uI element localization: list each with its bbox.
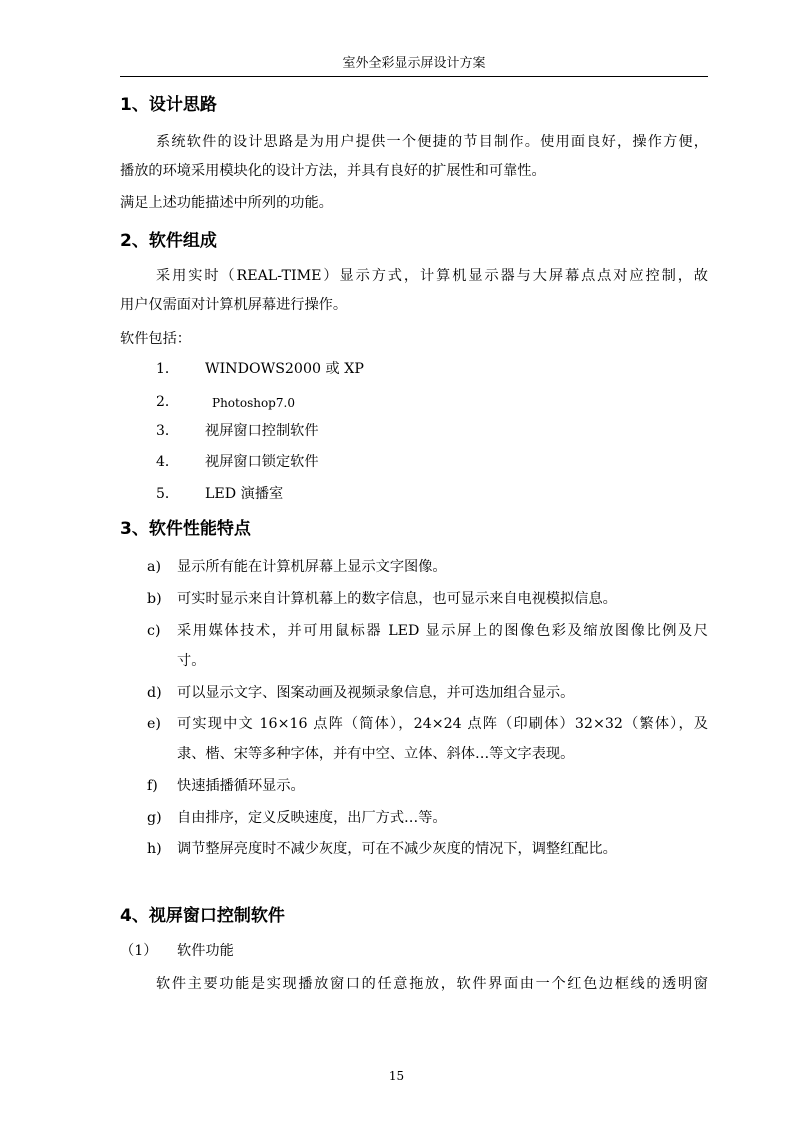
section-1-para-line-3: 满足上述功能描述中所列的功能。 bbox=[120, 195, 333, 211]
feature-marker: g) bbox=[147, 810, 162, 826]
feature-marker: f) bbox=[147, 778, 158, 794]
feature-text: 调节整屏亮度时不减少灰度，可在不减少灰度的情况下，调整红配比。 bbox=[177, 841, 617, 857]
page-number: 15 bbox=[388, 1069, 405, 1083]
subsection-title: 软件功能 bbox=[177, 943, 234, 959]
section-1-para-line-1: 系统软件的设计思路是为用户提供一个便捷的节目制作。使用面良好，操作方便， bbox=[156, 134, 708, 150]
software-list-intro: 软件包括： bbox=[120, 331, 191, 347]
feature-marker: b) bbox=[147, 591, 162, 607]
feature-marker: c) bbox=[147, 623, 161, 639]
software-list-item: 视屏窗口控制软件 bbox=[205, 423, 319, 439]
software-list-item: WINDOWS2000 或 XP bbox=[205, 361, 364, 377]
feature-marker: e) bbox=[147, 716, 161, 732]
feature-text: 可以显示文字、图案动画及视频录象信息，并可迭加组合显示。 bbox=[177, 685, 575, 701]
section-4-para-line-1: 软件主要功能是实现播放窗口的任意拖放，软件界面由一个红色边框线的透明窗 bbox=[156, 976, 708, 992]
feature-text: 显示所有能在计算机屏幕上显示文字图像。 bbox=[177, 559, 447, 575]
feature-text: 采用媒体技术，并可用鼠标器 LED 显示屏上的图像色彩及缩放图像比例及尺 bbox=[177, 623, 708, 639]
software-list-number: 1． bbox=[156, 361, 179, 377]
section-1-heading: 1、设计思路 bbox=[120, 95, 217, 115]
feature-marker: a) bbox=[147, 559, 161, 575]
section-4-heading: 4、视屏窗口控制软件 bbox=[120, 906, 285, 926]
feature-text: 快速插播循环显示。 bbox=[177, 778, 305, 794]
page-header-title: 室外全彩显示屏设计方案 bbox=[342, 56, 486, 71]
section-2-heading: 2、软件组成 bbox=[120, 231, 217, 251]
software-list-number: 3． bbox=[156, 423, 179, 439]
software-list-item: LED 演播室 bbox=[205, 486, 284, 502]
feature-text: 自由排序，定义反映速度，出厂方式…等。 bbox=[177, 810, 447, 826]
software-list-item: 视屏窗口锁定软件 bbox=[205, 454, 319, 470]
feature-marker: d) bbox=[147, 685, 162, 701]
section-2-para-line-1: 采用实时（REAL-TIME）显示方式，计算机显示器与大屏幕点点对应控制，故 bbox=[156, 268, 708, 284]
software-list-number: 5． bbox=[156, 486, 179, 502]
software-list-item: Photoshop7.0 bbox=[212, 396, 295, 410]
feature-marker: h) bbox=[147, 841, 162, 857]
section-3-heading: 3、软件性能特点 bbox=[120, 519, 251, 539]
software-list-number: 4． bbox=[156, 454, 179, 470]
software-list-number: 2． bbox=[156, 394, 179, 410]
section-2-para-line-2: 用户仅需面对计算机屏幕进行操作。 bbox=[120, 297, 348, 313]
header-rule bbox=[120, 76, 708, 77]
subsection-marker: （1） bbox=[120, 943, 158, 959]
section-1-para-line-2: 播放的环境采用模块化的设计方法，并具有良好的扩展性和可靠性。 bbox=[120, 163, 546, 179]
feature-text-continuation: 隶、楷、宋等多种字体，并有中空、立体、斜体…等文字表现。 bbox=[177, 746, 575, 762]
feature-text-continuation: 寸。 bbox=[177, 653, 206, 669]
feature-text: 可实时显示来自计算机幕上的数字信息，也可显示来自电视模拟信息。 bbox=[177, 591, 617, 607]
feature-text: 可实现中文 16×16 点阵（简体），24×24 点阵（印刷体）32×32（繁体），及 bbox=[177, 716, 708, 732]
